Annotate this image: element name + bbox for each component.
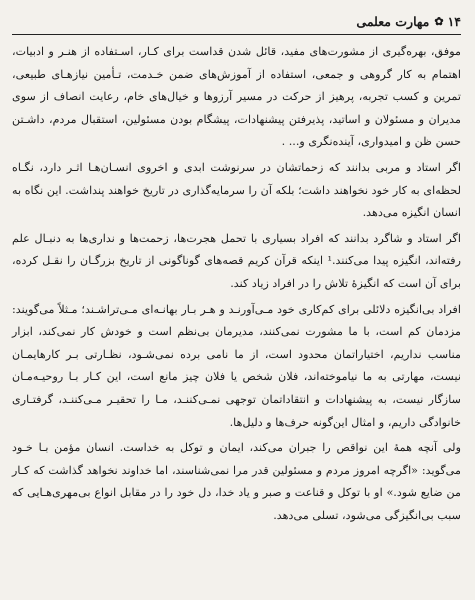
- paragraph: موفق، بهره‌گیری از مشورت‌های مفید، قائل شدن قداست برای کـار، اسـتفاده از هنـر و ادبیات، اهتمام به کار گروهی و جمعی، استفاده از آموزش‌های ضمن خـدمت، تـأمین نیازهـای طبیعی، تمرین و کسب تجربه، پرهیز از حرکت در مسیر آرزوها و خیال‌های خام، رعایت انصاف از سوی مدیران و مسئولان و اساتید، پذیرفتن پیشنهادات، پیشگام بودن مسئولین، استقبال مردم، داشـتن حسن ظن و امیدواری، آینده‌نگری و... .: [12, 45, 461, 149]
- paragraph: ولی آنچه همهٔ این نواقص را جبران می‌کند، ایمان و توکل به خداست. انسان مؤمن بـا خـود می‌گوید: «اگرچه امروز مردم و مسئولین قدر مرا نمی‌شناسند، اما خداوند نخواهد گذاشت که کـار من ضایع شود.» او با توکل و قناعت و صبر و یاد خدا، دل خود را در مقابل انواع بی‌مهری‌هـایی که سبب بی‌انگیزگی می‌شود، تسلی می‌دهد.: [12, 441, 461, 522]
- paragraph: افراد بی‌انگیزه دلائلی برای کم‌کاری خود مـی‌آورنـد و هـر بـار بهانـه‌ای مـی‌تراشـند؛ مـثلاً می‌گویند: مزدمان کم است، با ما مشورت نمی‌کنند، مدیرمان بی‌نظم است و خودش کار نمی‌کند، ابزار مناسب نداریم، اختیاراتمان محدود است، از ما نامی برده نمی‌شـود، نظـارتی بـر کارهایمـان نیست، مهارتی به ما نیاموخته‌اند، فلان شخص یا فلان چیز مانع است، این کـار بـا روحیـه‌مـان سازگار نیست، به پیشنهادات و انتقاداتمان توجهی نمـی‌کننـد، مـا را تحقیـر مـی‌کننـد، گرفتـاری خانوادگی داریم، و امثال این‌گونه حرف‌ها و دلیل‌ها.: [12, 302, 461, 429]
- paragraph: اگر استاد و شاگرد بدانند که افراد بسیاری با تحمل هجرت‌ها، زحمت‌ها و نداری‌ها به دنبـال علم رفته‌اند، انگیزه پیدا می‌کنند.¹ اینکه قرآن کریم قصه‌های گوناگونی از تاریخ بزرگـان را نقـل کرده، برای آن است که انگیزهٔ تلاش را در افراد زیاد کند.: [12, 231, 461, 290]
- paragraph: اگر استاد و مربی بدانند که زحماتشان در سرنوشت ابدی و اخروی انسـان‌هـا اثـر دارد، نگـاه لحظه‌ای به کار خود نخواهند داشت؛ بلکه آن را سرمایه‌گذاری در تاریخ خواهند پنداشت. این نگاه به انسان انگیزه می‌دهد.: [12, 160, 461, 220]
- page-number: ۱۴: [447, 13, 461, 29]
- header-divider: [12, 34, 461, 35]
- running-header: [12, 10, 461, 32]
- body-text: [12, 41, 461, 527]
- flower-ornament-icon: ✿: [434, 14, 444, 28]
- running-title: مهارت معلمی: [356, 13, 430, 29]
